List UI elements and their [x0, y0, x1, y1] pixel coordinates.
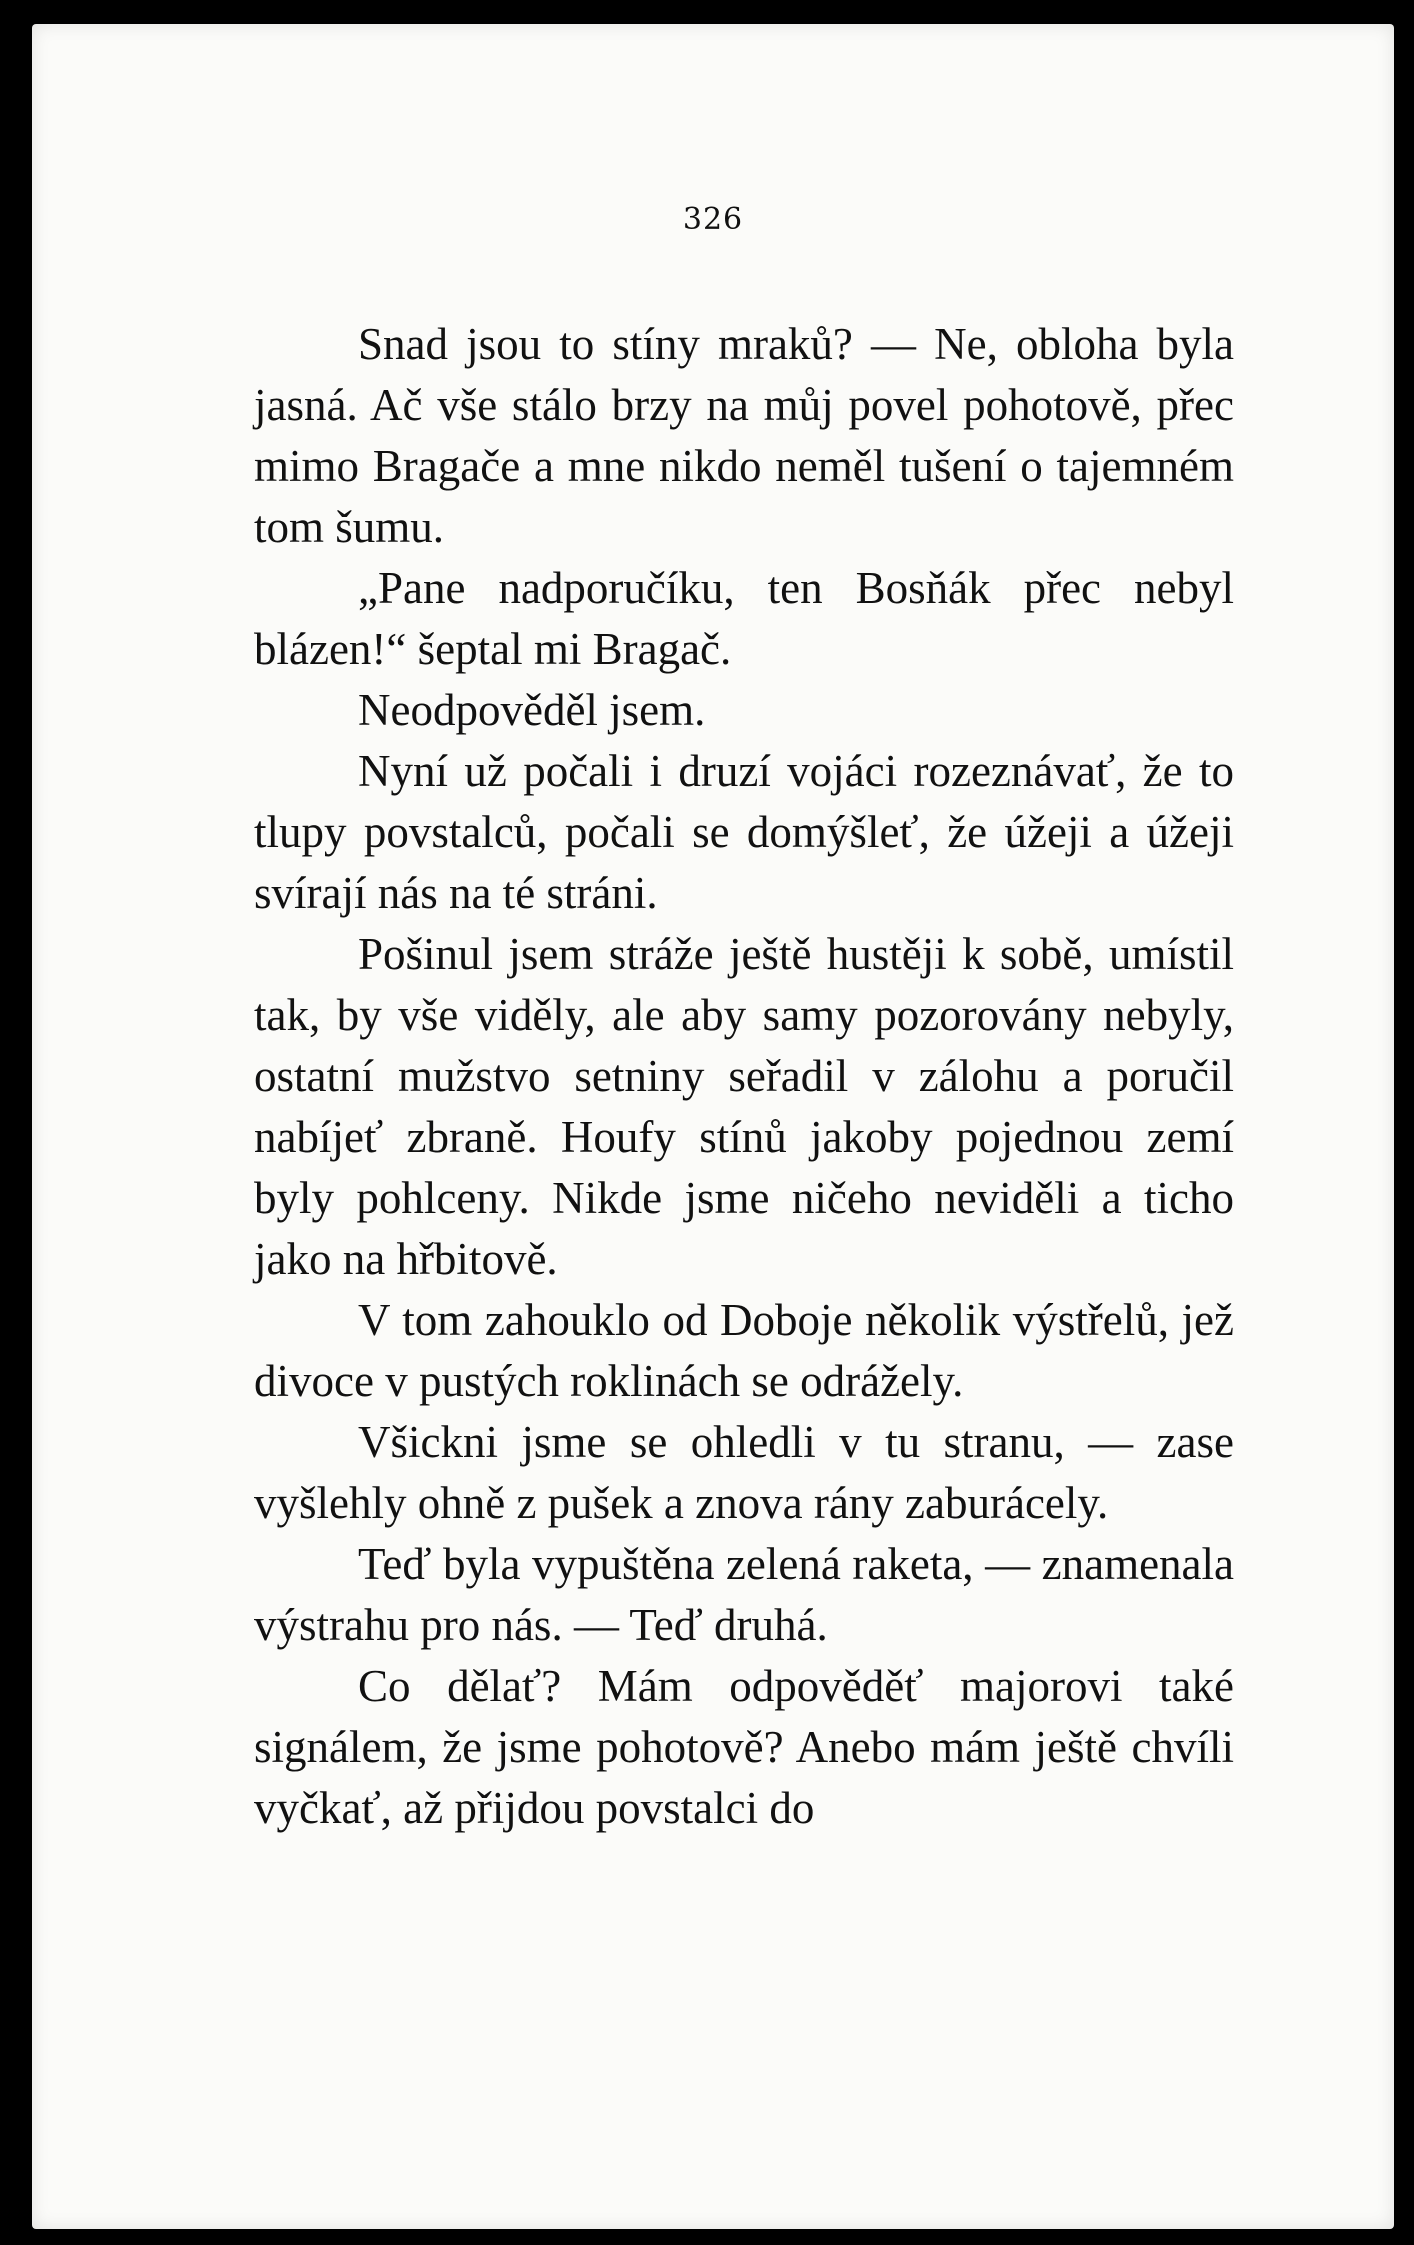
- paragraph: Snad jsou to stíny mraků? — Ne, obloha byla jasná. Ač vše stálo brzy na můj povel pohotově, přec mimo Bragače a mne nikdo neměl tušení o tajemném tom šumu.: [254, 319, 1234, 552]
- paragraph: Nyní už počali i druzí vojáci rozeznávať, že to tlupy povstalců, počali se domýšleť, že úžeji a úžeji svírají nás na té stráni.: [254, 746, 1234, 918]
- paragraph: Co dělať? Mám odpověděť majorovi také signálem, že jsme pohotově? Anebo mám ještě chvíli vyčkať, až přijdou povstalci do: [254, 1661, 1234, 1833]
- body-text: [254, 314, 1234, 1839]
- paragraph: Pošinul jsem stráže ještě hustěji k sobě, umístil tak, by vše viděly, ale aby samy pozorovány nebyly, ostatní mužstvo setniny seřadil v zálohu a poručil nabíjeť zbraně. Houfy stínů jakoby pojednou zemí byly pohlceny. Nikde jsme ničeho neviděli a ticho jako na hřbitově.: [254, 929, 1234, 1284]
- book-page: [32, 24, 1394, 2229]
- paragraph: Všickni jsme se ohledli v tu stranu, — zase vyšlehly ohně z pušek a znova rány zaburácely.: [254, 1417, 1234, 1528]
- paragraph: Neodpověděl jsem.: [358, 685, 706, 735]
- paragraph: Teď byla vypuštěna zelená raketa, — znamenala výstrahu pro nás. — Teď druhá.: [254, 1539, 1234, 1650]
- page-number: 326: [682, 202, 744, 237]
- paragraph: V tom zahouklo od Doboje několik výstřelů, jež divoce v pustých roklinách se odrážely.: [254, 1295, 1234, 1406]
- paragraph: „Pane nadporučíku, ten Bosňák přec nebyl blázen!“ šeptal mi Bragač.: [254, 563, 1234, 674]
